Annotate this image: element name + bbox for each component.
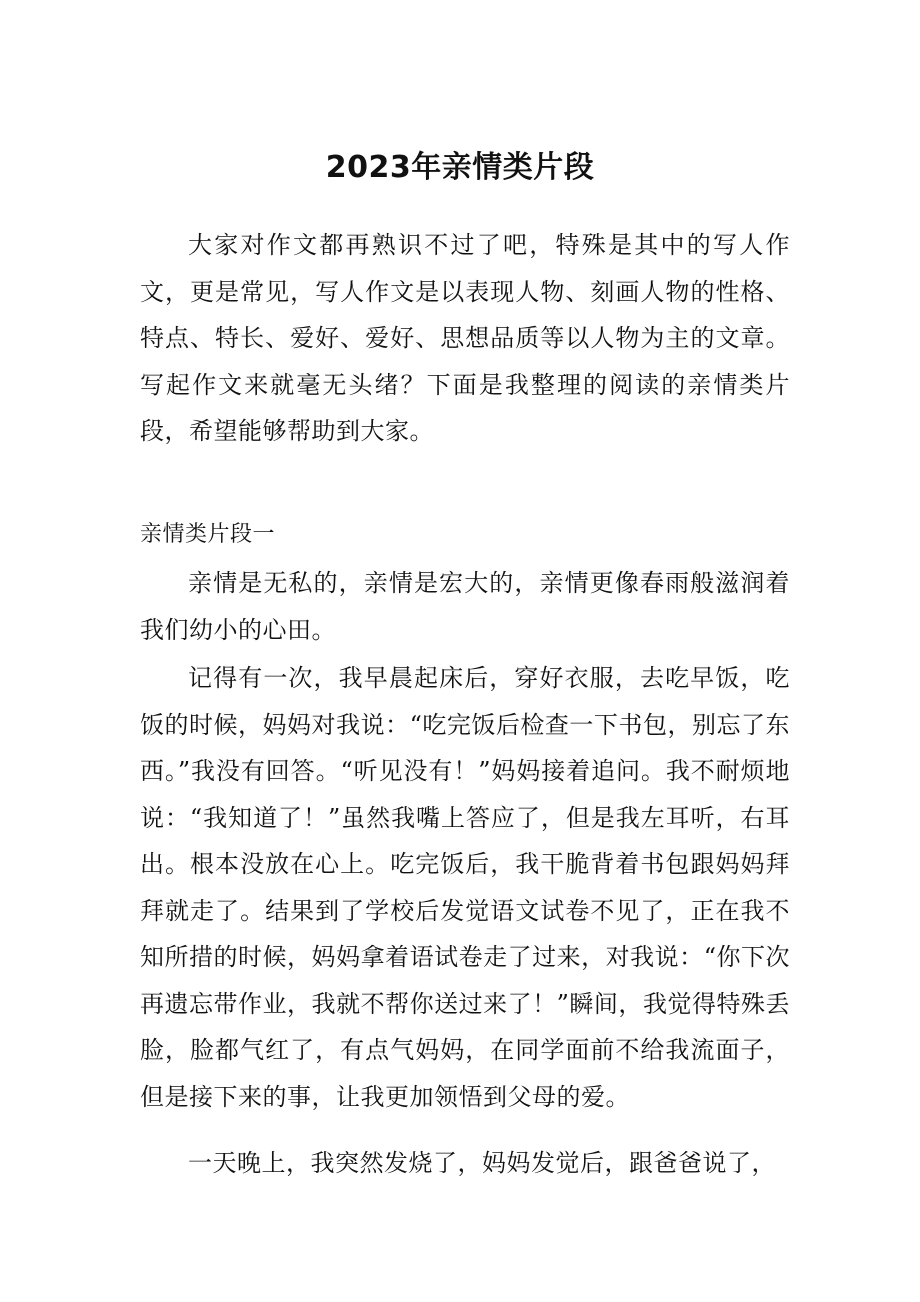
section-heading: 亲情类片段一 [140,522,276,547]
intro-paragraph: 大家对作文都再熟识不过了吧，特殊是其中的写人作文，更是常见，写人作文是以表现人物、刻画人物的性格、特点、特长、爱好、爱好、思想品质等以人物为主的文章。写起作文来就毫无头绪？下面是我整理的阅读的亲情类片段，希望能够帮助到大家。 [140,231,790,445]
document-title: 2023年亲情类片段 [325,150,595,185]
body-paragraph-3: 一天晚上，我突然发烧了，妈妈发觉后，跟爸爸说了， [188,1149,776,1177]
body-paragraph-2: 记得有一次，我早晨起床后，穿好衣服，去吃早饭，吃饭的时候，妈妈对我说：“吃完饭后检查一下书包，别忘了东西。”我没有回答。“听见没有！”妈妈接着追问。我不耐烦地说：“我知道了！”虽然我嘴上答应了，但是我左耳听，右耳出。根本没放在心上。吃完饭后，我干脆背着书包跟妈妈拜拜就走了。结果到了学校后发觉语文试卷不见了，正在我不知所措的时候，妈妈拿着语试卷走了过来，对我说：“你下次再遗忘带作业，我就不帮你送过来了！”瞬间，我觉得特殊丢脸，脸都气红了，有点气妈妈，在同学面前不给我流面子，但是接下来的事，让我更加领悟到父母的爱。 [140,664,790,1111]
body-paragraph-1: 亲情是无私的，亲情是宏大的，亲情更像春雨般滋润着我们幼小的心田。 [140,569,790,644]
